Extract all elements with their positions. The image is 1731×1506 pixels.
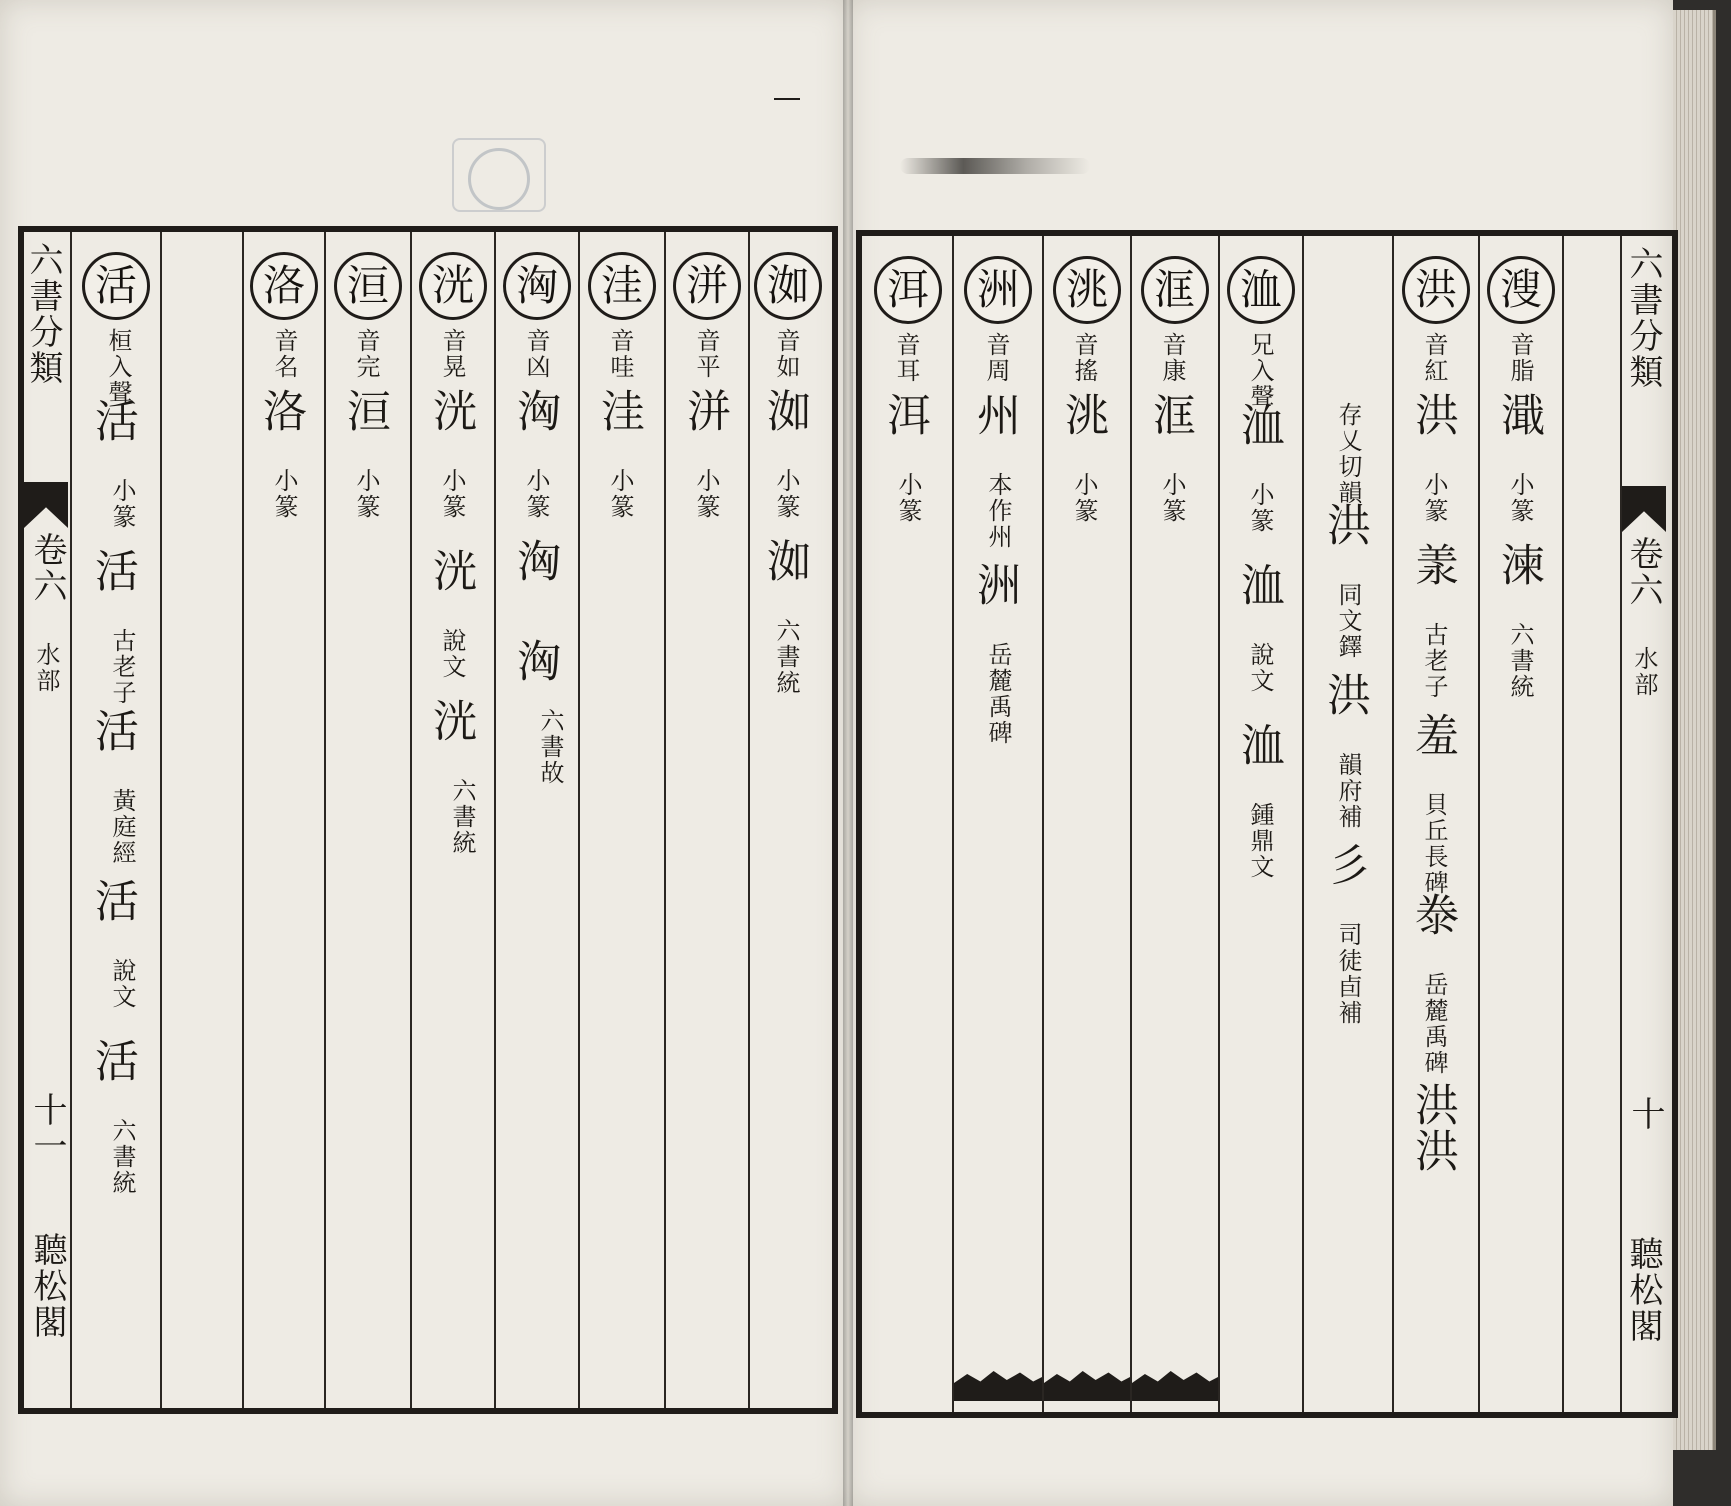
entry-wa <box>578 238 664 1402</box>
seal-form: 洸 <box>425 388 476 434</box>
seal-form: 洪 <box>1407 392 1458 438</box>
entry-reading: 音康 <box>1158 332 1186 384</box>
left-margin-leaf: 十一 <box>27 1092 67 1164</box>
seal-form: 濈 <box>1493 392 1544 438</box>
seal-label: 小篆 <box>606 468 634 520</box>
entry-reading: 音名 <box>270 328 298 380</box>
entry-reading: 音耳 <box>892 332 920 384</box>
entry-head: 洲 <box>964 256 1032 324</box>
seal-form: 洶 <box>509 538 560 584</box>
entry-head: 洳 <box>754 252 822 320</box>
seal-label: 說文 <box>1246 642 1274 694</box>
seal-label: 小篆 <box>270 468 298 520</box>
entry-head: 洶 <box>503 252 571 320</box>
seal-label: 說文 <box>438 628 466 680</box>
entry-head: 洭 <box>1141 256 1209 324</box>
seal-form: 𣳾 <box>1407 892 1458 938</box>
entry-huan <box>324 238 410 1402</box>
right-margin-volume: 卷六 <box>1623 536 1663 608</box>
seal-form: 洸 <box>425 698 476 744</box>
entry-ru <box>748 238 826 1402</box>
seal-form: 活 <box>87 708 138 754</box>
seal-form: 洴 <box>679 388 730 434</box>
seal-label: 小篆 <box>894 472 922 524</box>
seal-label: 貝丘長碑 <box>1420 792 1448 896</box>
seal-label: 古老子 <box>108 628 136 706</box>
seal-form: 州 <box>969 392 1020 438</box>
entry-reading: 兄入聲 <box>1246 332 1274 410</box>
seal-label: 小篆 <box>772 468 800 520</box>
left-margin-publisher: 聽松閣 <box>27 1232 67 1340</box>
seal-form: 洹 <box>339 388 390 434</box>
seal-label: 小篆 <box>692 468 720 520</box>
seal-form: 洪 <box>1319 502 1370 548</box>
entry-head: 溲 <box>1487 256 1555 324</box>
left-margin-section: 水部 <box>32 642 60 694</box>
seal-form: 活 <box>87 548 138 594</box>
seal-form: 洭 <box>1145 392 1196 438</box>
seal-label: 小篆 <box>1070 472 1098 524</box>
seal-label: 岳麓禹碑 <box>1420 972 1448 1076</box>
seal-form: 洫 <box>1233 722 1284 768</box>
seal-form: 活 <box>87 1038 138 1084</box>
seal-form: 洳 <box>759 388 810 434</box>
seal-label: 古老子 <box>1420 622 1448 700</box>
right-margin-publisher: 聽松閣 <box>1623 1236 1663 1344</box>
seal-label: 小篆 <box>438 468 466 520</box>
seal-form: 洮 <box>1057 392 1108 438</box>
entry-head: 洴 <box>673 252 741 320</box>
entry-head: 洫 <box>1227 256 1295 324</box>
entry-reading: 音周 <box>982 332 1010 384</box>
entry-er <box>862 242 952 1406</box>
entry-reading: 音平 <box>692 328 720 380</box>
seal-label: 黃庭經 <box>108 788 136 866</box>
bleed-through-circle <box>468 148 530 210</box>
left-fold-mark <box>24 482 68 528</box>
seal-label: 鍾鼎文 <box>1246 802 1274 880</box>
right-margin-section: 水部 <box>1630 646 1658 698</box>
right-page-frame <box>856 230 1678 1418</box>
entry-head: 洹 <box>334 252 402 320</box>
seal-form: 洫 <box>1233 562 1284 608</box>
seal-form: 羞 <box>1407 712 1458 758</box>
entry-reading: 音哇 <box>606 328 634 380</box>
entry-sou <box>1478 242 1562 1406</box>
seal-form: 洛 <box>255 388 306 434</box>
entry-ping <box>664 238 748 1402</box>
seal-form: 洫 <box>1233 402 1284 448</box>
left-margin-title: 六書分類 <box>23 242 63 386</box>
seal-form: 彡 <box>1319 842 1370 888</box>
entry-xiong <box>494 238 578 1402</box>
entry-head: 洛 <box>250 252 318 320</box>
seal-form: 洳 <box>759 538 810 584</box>
right-margin-leaf: 十 <box>1625 1096 1665 1132</box>
seal-form: 洪 <box>1319 672 1370 718</box>
seal-label: 小篆 <box>1158 472 1186 524</box>
entry-huo <box>70 238 160 1402</box>
seal-form: 活 <box>87 878 138 924</box>
seal-form: 活 <box>87 398 138 444</box>
entry-reading: 音如 <box>772 328 800 380</box>
entry-reading: 音搖 <box>1070 332 1098 384</box>
seal-label: 同文鐸 <box>1334 582 1362 660</box>
seal-label: 小篆 <box>108 478 136 530</box>
entry-reading: 音紅 <box>1420 332 1448 384</box>
seal-label: 六書統 <box>772 618 800 696</box>
seal-form: 羕 <box>1407 542 1458 588</box>
right-margin-strip <box>1622 236 1668 1412</box>
book-gutter <box>843 0 853 1506</box>
entry-hong <box>1392 242 1478 1406</box>
entry-xu <box>1218 242 1302 1406</box>
seal-label: 小篆 <box>522 468 550 520</box>
entry-head: 活 <box>82 252 150 320</box>
seal-label: 小篆 <box>1246 482 1274 534</box>
entry-luo <box>242 238 324 1402</box>
entry-zhou <box>952 242 1042 1406</box>
left-margin-volume: 卷六 <box>27 532 67 604</box>
seal-form: 湅 <box>1493 542 1544 588</box>
right-margin-title: 六書分類 <box>1623 246 1663 390</box>
entry-head: 洸 <box>419 252 487 320</box>
book-edge-leaves <box>1673 10 1716 1450</box>
seal-form: 洸 <box>425 548 476 594</box>
left-page-frame <box>18 226 838 1414</box>
seal-form: 洱 <box>879 392 930 438</box>
seal-label: 說文 <box>108 958 136 1010</box>
seal-form: 洶 <box>509 388 560 434</box>
seal-label: 韻府補 <box>1334 752 1362 830</box>
entry-reading: 桓入聲 <box>104 328 132 406</box>
entry-reading: 音晃 <box>438 328 466 380</box>
entry-guang <box>410 238 494 1402</box>
seal-form: 洲 <box>969 562 1020 608</box>
seal-label: 小篆 <box>352 468 380 520</box>
left-margin-strip <box>24 232 70 1408</box>
seal-label: 小篆 <box>1506 472 1534 524</box>
seal-label: 六書統 <box>108 1118 136 1196</box>
seal-form: 洶 <box>509 638 560 684</box>
seal-label: 六書統 <box>448 778 476 856</box>
seal-label: 本作州 <box>984 472 1012 550</box>
entry-head: 洼 <box>588 252 656 320</box>
entry-reading: 存乂切韻 <box>1334 402 1362 506</box>
seal-label: 六書故 <box>536 708 564 786</box>
seal-label: 司徒卣補 <box>1334 922 1362 1026</box>
ink-smear <box>900 158 1090 174</box>
entry-tao <box>1042 242 1130 1406</box>
entry-hong-variants <box>1302 242 1392 1406</box>
entry-kuang <box>1130 242 1218 1406</box>
entry-head: 洮 <box>1053 256 1121 324</box>
entry-head: 洪 <box>1402 256 1470 324</box>
seal-label: 小篆 <box>1420 472 1448 524</box>
seal-form: 洼 <box>593 388 644 434</box>
entry-reading: 音凶 <box>522 328 550 380</box>
entry-head: 洱 <box>874 256 942 324</box>
seal-label: 六書統 <box>1506 622 1534 700</box>
entry-reading: 音完 <box>352 328 380 380</box>
ink-dash <box>774 98 800 100</box>
seal-form: 洪洪 <box>1407 1082 1458 1174</box>
entry-reading: 音脂 <box>1506 332 1534 384</box>
right-fold-mark <box>1622 486 1666 532</box>
seal-label: 岳麓禹碑 <box>984 642 1012 746</box>
